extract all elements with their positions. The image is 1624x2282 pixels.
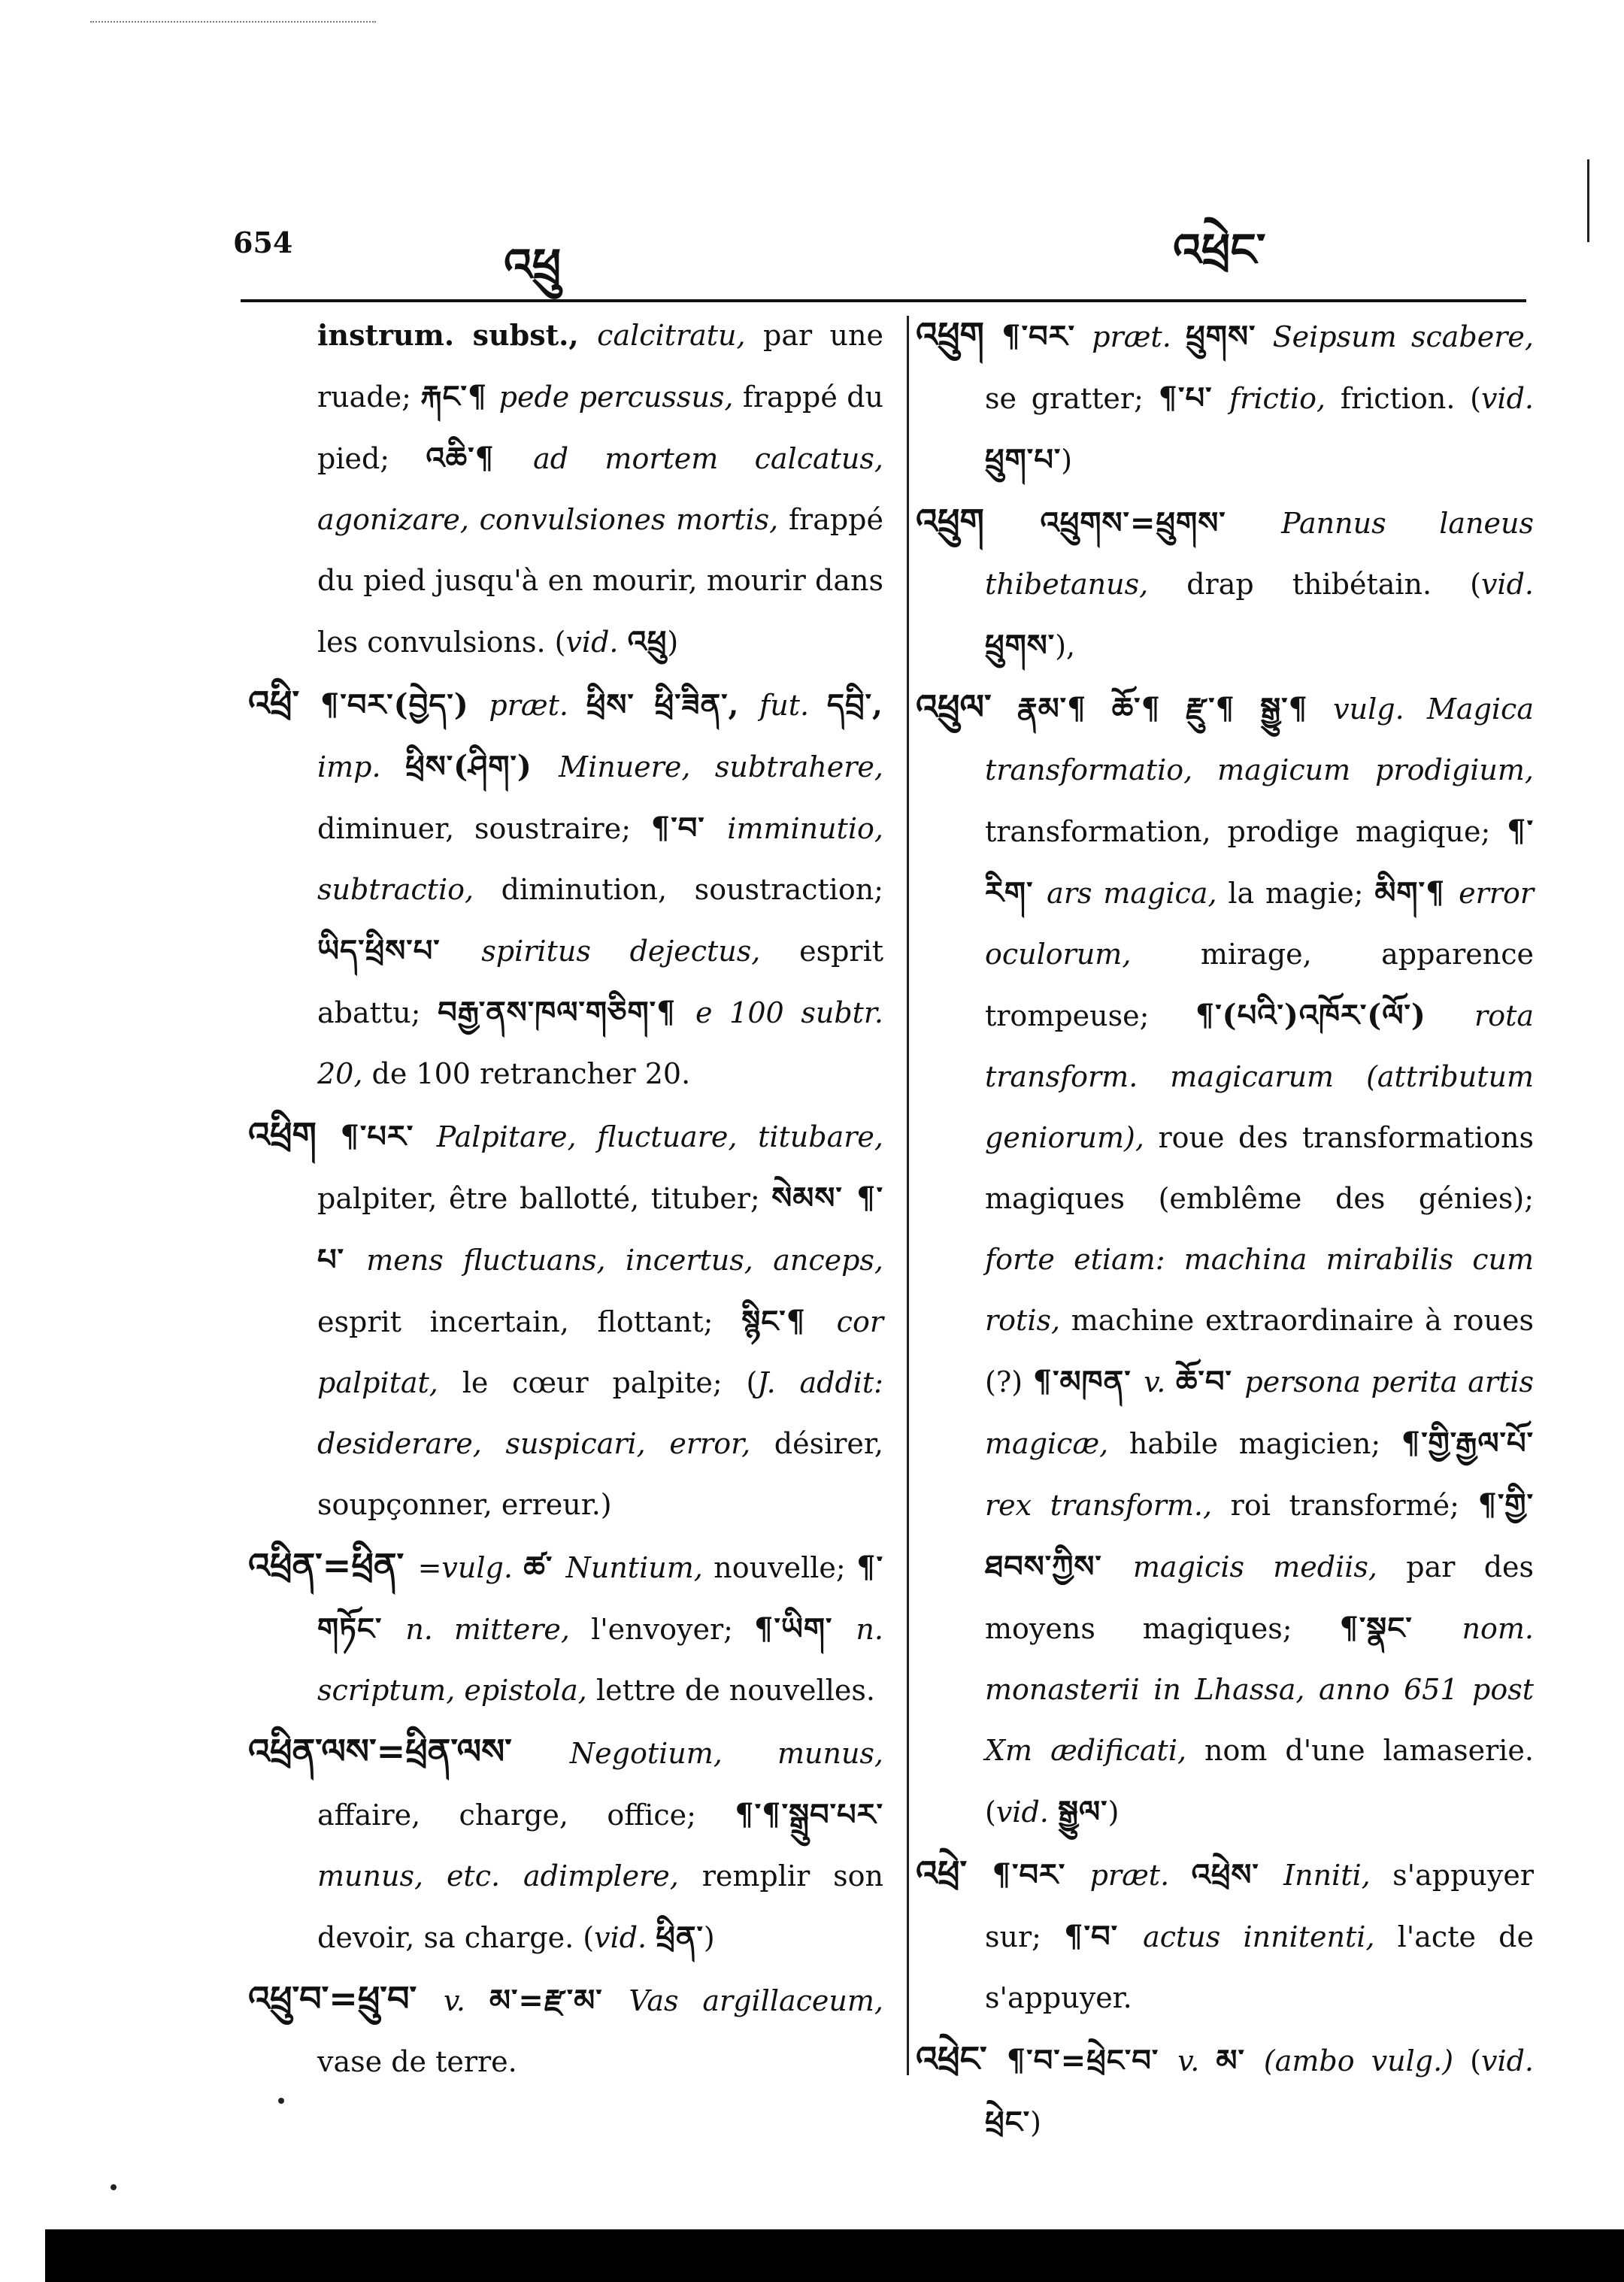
french-gloss: esprit abattu; bbox=[317, 935, 883, 1029]
dictionary-entry bbox=[248, 1105, 883, 1535]
latin-gloss: (ambo vulg.) bbox=[1263, 2044, 1471, 2077]
latin-gloss: mens fluctuans, incertus, anceps, bbox=[366, 1244, 883, 1277]
latin-gloss: Negotium, munus, bbox=[569, 1737, 883, 1770]
bold-gloss: instrum. subst., bbox=[317, 318, 598, 352]
tibetan-text: ཕྲུག་པ་ bbox=[985, 442, 1062, 477]
right-column bbox=[916, 305, 1534, 2153]
latin-gloss: error oculorum, bbox=[985, 877, 1534, 971]
entry-headword: འཕྲུལ་ bbox=[916, 686, 1017, 727]
french-gloss: par une ruade; bbox=[317, 319, 883, 414]
tibetan-text: ¶་སྣང་ bbox=[1339, 1611, 1462, 1646]
latin-gloss: persona perita artis magicæ, bbox=[985, 1365, 1534, 1460]
left-running-head: འཕྲུ bbox=[504, 239, 562, 292]
tibetan-text: ¶་བར་(བྱེད་) bbox=[320, 687, 489, 723]
tibetan-text: ¶་བར་ bbox=[992, 1857, 1090, 1893]
french-gloss: diminution, soustraction; bbox=[501, 873, 883, 906]
stray-dot bbox=[278, 2098, 284, 2104]
french-gloss: frappé du pied; bbox=[317, 380, 884, 475]
french-gloss: affaire, charge, office; bbox=[317, 1799, 735, 1832]
tibetan-text: ¶་པ་ bbox=[1158, 380, 1230, 416]
column-divider bbox=[907, 316, 909, 2075]
french-gloss: nom d'une lamaserie. ( bbox=[985, 1734, 1534, 1829]
stray-dot bbox=[111, 2184, 117, 2190]
french-gloss: ) bbox=[1107, 1796, 1120, 1829]
entry-headword: འཕྲིན་ལས་=ཕྲིན་ལས་ bbox=[248, 1731, 570, 1771]
french-gloss: remplir son devoir, sa charge. ( bbox=[317, 1859, 883, 1954]
latin-gloss: pede percussus, bbox=[498, 380, 743, 414]
latin-gloss: cor palpitat, bbox=[317, 1305, 883, 1399]
tibetan-text: རྐང་¶ bbox=[420, 379, 499, 414]
tibetan-text: ཆོ་བ་ bbox=[1175, 1364, 1245, 1399]
latin-gloss: ars magica, bbox=[1047, 877, 1229, 910]
tibetan-text: ཕྲུགས་ bbox=[985, 628, 1056, 663]
dictionary-entry bbox=[916, 677, 1534, 1843]
tibetan-text: ¶་རིག་ bbox=[985, 814, 1534, 911]
tibetan-text: འཆི་¶ bbox=[426, 441, 534, 476]
dictionary-entry bbox=[916, 1843, 1534, 2029]
tibetan-text: སྙིང་¶ bbox=[741, 1304, 837, 1339]
right-running-head: འཕྲེང་ bbox=[1173, 224, 1266, 277]
latin-gloss: frictio, bbox=[1229, 382, 1341, 415]
latin-gloss: v. bbox=[443, 1984, 489, 2017]
latin-gloss: calcitratu, bbox=[597, 319, 763, 352]
french-gloss: frappé du pied jusqu'à en mourir, mourir dans les convulsions. ( bbox=[317, 503, 883, 659]
tibetan-text: ¶་བ་ bbox=[650, 811, 728, 846]
french-gloss: roue des transformations magiques (emblême des génies); bbox=[985, 1121, 1534, 1215]
french-gloss: s'appuyer sur; bbox=[985, 1859, 1534, 1953]
french-gloss: ), bbox=[1055, 629, 1076, 662]
latin-gloss: Nuntium, bbox=[565, 1551, 714, 1584]
latin-gloss: actus innitenti, bbox=[1143, 1920, 1398, 1953]
french-gloss: ) bbox=[1030, 2106, 1041, 2139]
tibetan-text: ¶་(པའི་)འཁོར་(ལོ་) bbox=[1195, 998, 1475, 1033]
entry-headword: འཕྲིན་=ཕྲིན་ bbox=[248, 1545, 418, 1586]
dictionary-entry bbox=[248, 1721, 883, 1968]
latin-gloss: ad mortem calcatus, agonizare, convulsiones mortis, bbox=[317, 442, 883, 536]
french-gloss: se gratter; bbox=[985, 382, 1159, 415]
french-gloss: machine extraordinaire à roues (?) bbox=[985, 1304, 1534, 1399]
latin-gloss: n. mittere, bbox=[405, 1613, 592, 1646]
latin-gloss: fut. bbox=[759, 689, 827, 722]
latin-gloss: vulg. Magica transformatio, magicum prodigium, bbox=[985, 692, 1534, 786]
french-gloss: de 100 retrancher 20. bbox=[371, 1057, 691, 1090]
latin-gloss: Vas argillaceum, bbox=[629, 1984, 883, 2017]
tibetan-text: མ་ bbox=[1216, 2043, 1264, 2078]
entry-headword: འཕྲེ་ bbox=[916, 1853, 992, 1893]
french-gloss: ) bbox=[667, 626, 679, 659]
latin-gloss: spiritus dejectus, bbox=[481, 935, 800, 968]
latin-gloss: magicis mediis, bbox=[1132, 1550, 1407, 1583]
french-gloss: par des moyens magiques; bbox=[985, 1550, 1535, 1645]
latin-gloss: forte etiam: machina mirabilis cum rotis, bbox=[985, 1243, 1534, 1337]
header-rule bbox=[241, 299, 1526, 302]
latin-gloss: imp. bbox=[317, 750, 406, 783]
latin-gloss: Seipsum scabere, bbox=[1272, 320, 1534, 353]
dictionary-entry bbox=[248, 305, 883, 673]
latin-gloss: vid. bbox=[1480, 2044, 1535, 2077]
french-gloss: le cœur palpite; ( bbox=[462, 1366, 758, 1399]
latin-gloss: rex transform., bbox=[985, 1489, 1231, 1522]
tibetan-text: སྒྱུལ་ bbox=[1057, 1794, 1108, 1829]
dictionary-entry bbox=[248, 673, 883, 1105]
latin-gloss: præt. bbox=[489, 689, 586, 722]
tibetan-text: འཕྲུགས་=ཕྲུགས་ bbox=[1040, 505, 1282, 541]
tibetan-text: བརྒྱ་ནས་ཁལ་གཅིག་¶ bbox=[438, 995, 695, 1030]
entry-headword: འཕྲུ་བ་=ཕྲུ་བ་ bbox=[248, 1978, 444, 2019]
latin-gloss: vid. bbox=[995, 1796, 1058, 1829]
french-gloss: vase de terre. bbox=[317, 2045, 517, 2078]
left-column bbox=[248, 305, 883, 2093]
french-gloss: ( bbox=[1470, 2044, 1481, 2077]
tibetan-text: ཚ་ bbox=[523, 1550, 566, 1585]
tibetan-text: ¶་གཏོང་ bbox=[317, 1550, 884, 1647]
french-gloss: roi transformé; bbox=[1230, 1489, 1478, 1522]
latin-gloss: Palpitare, fluctuare, titubare, bbox=[436, 1120, 883, 1153]
tibetan-text: རྣམ་¶ ཆོ་¶ རྫུ་¶ སྒྱུ་¶ bbox=[1017, 691, 1334, 726]
tibetan-text: ¶་བ་=ཕྲེང་བ་ bbox=[1006, 2043, 1178, 2078]
tibetan-text: ¶་མཁན་ bbox=[1032, 1364, 1144, 1399]
latin-gloss: v. bbox=[1177, 2044, 1216, 2077]
latin-gloss: Inniti, bbox=[1283, 1859, 1393, 1892]
latin-gloss: præt. bbox=[1092, 320, 1186, 353]
latin-gloss: n. scriptum, epistola, bbox=[317, 1613, 883, 1707]
french-gloss: habile magicien; bbox=[1129, 1427, 1401, 1460]
tibetan-text: ¶་བ་ bbox=[1064, 1919, 1144, 1954]
french-gloss: diminuer, soustraire; bbox=[317, 812, 651, 845]
latin-gloss: præt. bbox=[1089, 1859, 1192, 1892]
latin-gloss: =vulg. bbox=[417, 1551, 524, 1584]
tibetan-text: དབྲི་, bbox=[826, 687, 883, 723]
entry-headword: འཕྲུག bbox=[916, 501, 1041, 541]
margin-mark bbox=[1587, 159, 1589, 242]
latin-gloss: imminutio, subtractio, bbox=[317, 812, 883, 906]
scan-mark bbox=[90, 21, 376, 29]
entry-headword: འཕྲིག bbox=[248, 1114, 341, 1155]
tibetan-text: འཕྲུ bbox=[627, 624, 668, 659]
french-gloss: esprit incertain, flottant; bbox=[317, 1305, 742, 1338]
tibetan-text: ཕྲིན་ bbox=[656, 1920, 704, 1955]
french-gloss: la magie; bbox=[1228, 877, 1375, 910]
entry-headword: འཕྲུག bbox=[916, 314, 1002, 355]
tibetan-text: ¶་བར་ bbox=[1001, 319, 1092, 354]
tibetan-text: མ་=རྫ་མ་ bbox=[489, 1983, 629, 2018]
tibetan-text: ¶་ཡིག་ bbox=[754, 1611, 856, 1647]
tibetan-text: སེམས་ ¶་པ་ bbox=[317, 1180, 883, 1277]
tibetan-text: ཡིད་ཕྲིས་པ་ bbox=[317, 933, 482, 968]
french-gloss: l'acte de s'appuyer. bbox=[985, 1920, 1534, 2014]
dictionary-entry bbox=[916, 491, 1534, 677]
french-gloss: l'envoyer; bbox=[591, 1613, 755, 1646]
latin-gloss: vid. bbox=[594, 1921, 656, 1954]
tibetan-text: ཕྲེང་ bbox=[985, 2105, 1031, 2140]
latin-gloss: Pannus laneus thibetanus, bbox=[985, 507, 1535, 601]
french-gloss: transformation, prodige magique; bbox=[985, 815, 1507, 848]
tibetan-text: ཕྲུགས་ bbox=[1186, 319, 1273, 354]
dictionary-entry bbox=[248, 1535, 883, 1721]
french-gloss: mirage, apparence trompeuse; bbox=[985, 938, 1534, 1032]
tibetan-text: ཕྲིས་ ཕྲི་ཟིན་, bbox=[586, 687, 760, 723]
french-gloss: drap thibétain. ( bbox=[1186, 568, 1481, 601]
latin-gloss: rota transform. magicarum (attributum geniorum), bbox=[985, 999, 1534, 1154]
french-gloss: désirer, soupçonner, erreur.) bbox=[317, 1427, 883, 1521]
tibetan-text: འཕྲེས་ bbox=[1191, 1857, 1284, 1893]
latin-gloss: vid. bbox=[1480, 382, 1534, 415]
french-gloss: palpiter, être ballotté, tituber; bbox=[317, 1182, 772, 1215]
tibetan-text: ¶་གྱི་རྒྱལ་པོ་ bbox=[1401, 1426, 1534, 1461]
latin-gloss: munus, etc. adimplere, bbox=[317, 1859, 702, 1893]
french-gloss: friction. ( bbox=[1340, 382, 1481, 415]
french-gloss: ) bbox=[1061, 444, 1073, 477]
entry-headword: འཕྲི་ bbox=[248, 683, 320, 723]
latin-gloss: J. addit: desiderare, suspicari, error, bbox=[317, 1366, 883, 1460]
tibetan-text: མིག་¶ bbox=[1374, 875, 1459, 911]
latin-gloss: vid. bbox=[1480, 568, 1534, 601]
french-gloss: ) bbox=[703, 1921, 715, 1954]
french-gloss: nouvelle; bbox=[714, 1551, 857, 1584]
tibetan-text: ¶་¶་སྒྲུབ་པར་ bbox=[735, 1797, 883, 1832]
page-number: 654 bbox=[233, 226, 293, 259]
scan-edge-bar bbox=[45, 2229, 1624, 2282]
dictionary-entry bbox=[916, 2029, 1534, 2153]
latin-gloss: Minuere, subtrahere, bbox=[559, 750, 883, 783]
entry-headword: འཕྲེང་ bbox=[916, 2038, 1007, 2079]
dictionary-entry bbox=[248, 1968, 883, 2093]
french-gloss: lettre de nouvelles. bbox=[595, 1674, 875, 1707]
latin-gloss: v. bbox=[1144, 1365, 1176, 1399]
tibetan-text: ཕྲིས་(ཤིག་) bbox=[405, 749, 559, 784]
latin-gloss: e 100 subtr. 20, bbox=[317, 996, 883, 1090]
tibetan-text: ¶་པར་ bbox=[340, 1119, 437, 1154]
latin-gloss: nom. monasterii in Lhassa, anno 651 post Xm ædificati, bbox=[985, 1612, 1534, 1767]
latin-gloss: vid. bbox=[565, 626, 628, 659]
tibetan-text: ¶་གྱི་ཐབས་ཀྱིས་ bbox=[985, 1487, 1534, 1584]
dictionary-entry bbox=[916, 305, 1534, 491]
